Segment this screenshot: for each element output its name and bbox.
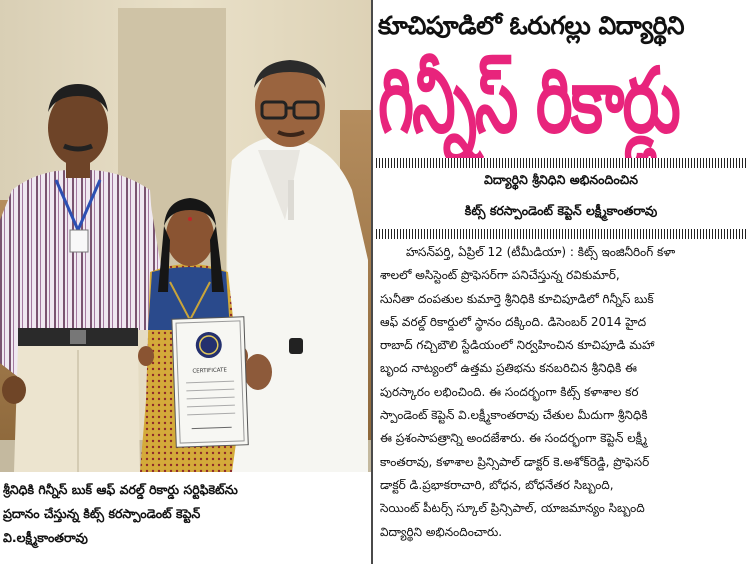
body-line: రాబాద్ గచ్చిబౌలి స్టేడియంలో నిర్వహించిన కూచిపూడి మహా [380, 338, 655, 353]
photo-caption [3, 478, 368, 550]
subhead-rule-top [376, 158, 746, 168]
body-line: ఈ ప్రశంసాపత్రాన్ని అందజేశారు. ఈ సందర్భంగా కెప్టెన్ లక్ష్మీ [380, 431, 648, 446]
subhead-line-1: విద్యార్థిని శ్రీనిధిని అభినందించిన [483, 172, 639, 187]
body-line: పురస్కారం లభించింది. ఈ సందర్భంగా కిట్స్ కళాశాల కర [380, 384, 639, 399]
body-line: విద్యార్థిని అభినందించారు. [380, 524, 503, 539]
body-line: సునీతా దంపతుల కుమార్తె శ్రీనిధికి కూచిపూడిలో గిన్నీస్ బుక్ [380, 291, 654, 306]
photo-illustration [0, 0, 372, 472]
subhead-rule-bottom [376, 229, 746, 239]
caption-line: శ్రీనిధికి గిన్నీస్ బుక్ ఆఫ్ వరల్డ్ రికార్డు సర్టిఫికెట్‌ను [3, 482, 238, 497]
news-photo [0, 0, 372, 472]
body-line: సెయింట్ పీటర్స్ స్కూల్ ప్రిన్సిపాల్, యాజమాన్యం సిబ్బంది [380, 501, 645, 516]
column-divider [371, 0, 373, 564]
certificate [172, 317, 248, 447]
body-line: హసన్‌పర్తి, ఏప్రిల్ 12 (టీమీడియా) : కిట్స్ ఇంజినీరింగ్ కళా [406, 245, 676, 259]
caption-line: వి.లక్ష్మీకాంతరావు [3, 530, 88, 545]
article-body [380, 241, 742, 544]
subhead-line-2: కిట్స్ కరస్పాండెంట్ కెప్టెన్ లక్ష్మీకాంతరావు [464, 203, 658, 218]
headline-kicker: కూచిపూడిలో ఓరుగల్లు విద్యార్థిని [378, 11, 685, 40]
caption-line: ప్రదానం చేస్తున్న కిట్స్ కరస్పాండెంట్ కెప్టెన్ [3, 506, 201, 521]
body-line: శాలలో అసిస్టెంట్ ప్రొఫెసర్‌గా పనిచేస్తున్న రవికుమార్, [380, 268, 620, 283]
body-line: ఆఫ్ వరల్డ్ రికార్డులో స్థానం దక్కింది. డిసెంబర్ 2014 హైద [380, 314, 647, 329]
headline-main: గిన్నీస్ రికార్డు [378, 47, 679, 154]
body-line: బృంద నాట్యంలో ఉత్తమ ప్రతిభను కనబరిచిన శ్రీనిధికి ఈ [380, 361, 637, 376]
body-line: డాక్టర్ డి.ప్రభాకరాచారి, బోధన, బోధనేతర సిబ్బంది, [380, 477, 614, 492]
certificate-title: CERTIFICATE [192, 367, 228, 375]
body-line: కాంతరావు, కళాశాల ప్రిన్సిపాల్ డాక్టర్ కె.అశోక్‌రెడ్డి, ప్రొఫెసర్ [380, 454, 650, 469]
body-line: స్పాండెంట్ కెప్టెన్ వి.లక్ష్మీకాంతరావు చేతుల మీదుగా శ్రీనిధికి [380, 408, 648, 423]
